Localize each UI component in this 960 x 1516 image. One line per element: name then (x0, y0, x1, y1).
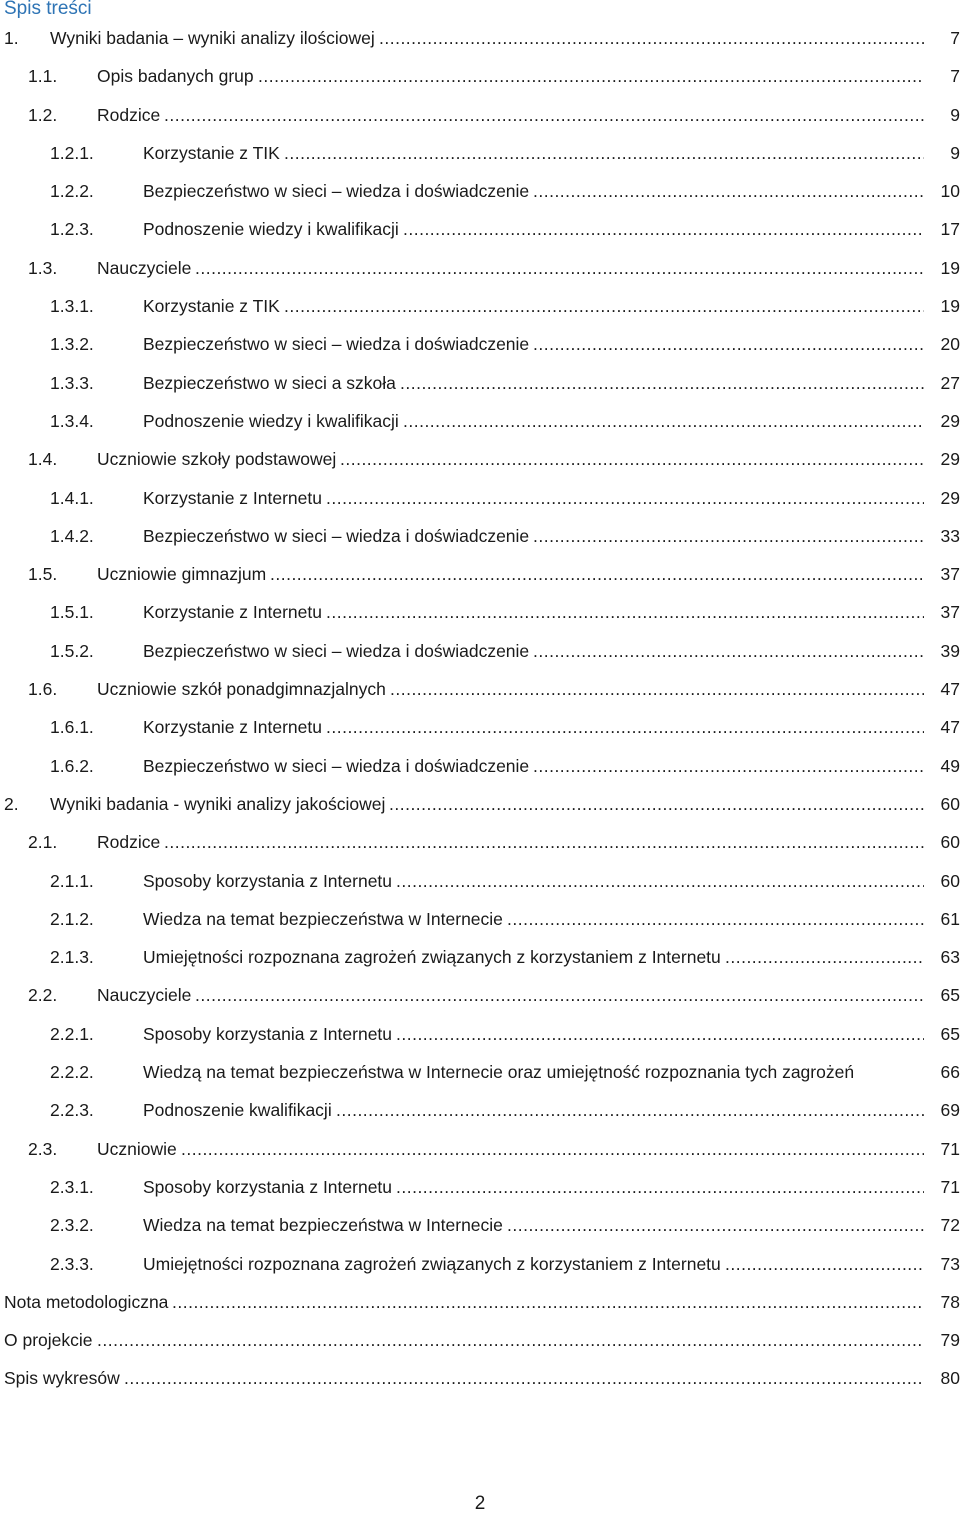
toc-entry-number: 1.4.2. (50, 525, 94, 546)
toc-entry[interactable] (0, 134, 960, 172)
toc-entry-page: 37 (926, 593, 960, 631)
toc-entry[interactable] (0, 900, 960, 938)
toc-entry-page: 9 (926, 96, 960, 134)
toc-entry[interactable] (0, 19, 960, 57)
toc-entry-number: 2.3.1. (50, 1176, 94, 1197)
toc-entry-title[interactable]: Wyniki badania – wyniki analizy ilościowej (50, 19, 377, 57)
toc-entry-number: 1.3.2. (50, 334, 94, 355)
toc-entry-page: 7 (926, 19, 960, 57)
toc-entry[interactable] (0, 938, 960, 976)
toc-entry-leader-dots (181, 1130, 924, 1168)
toc-entry-page: 7 (926, 57, 960, 95)
toc-entry-page: 37 (926, 555, 960, 593)
toc-entry-page: 19 (926, 287, 960, 325)
toc-entry-number: 1.3. (28, 257, 58, 278)
toc-entry-leader-dots (124, 1359, 924, 1397)
toc-entry-title[interactable]: Uczniowie gimnazjum (97, 555, 268, 593)
toc-entry[interactable] (0, 325, 960, 363)
toc-entry-leader-dots (258, 57, 924, 95)
toc-entry-leader-dots (403, 402, 924, 440)
toc-entry[interactable] (0, 172, 960, 210)
toc-entry-page: 29 (926, 402, 960, 440)
toc-entry-leader-dots (326, 593, 924, 631)
toc-entry[interactable] (0, 1053, 960, 1091)
toc-entry-number: 2.1.2. (50, 908, 94, 929)
toc-entry-number: 1.4. (28, 449, 58, 470)
toc-entry-number: 1.2. (28, 104, 58, 125)
toc-entry[interactable] (0, 593, 960, 631)
toc-entry-number: 1.3.4. (50, 410, 94, 431)
toc-entry-number: 2. (4, 793, 19, 814)
toc-entry-page: 80 (926, 1359, 960, 1397)
toc-entry[interactable] (0, 249, 960, 287)
toc-entry-title[interactable]: Korzystanie z Internetu (143, 708, 324, 746)
toc-entry-title[interactable]: O projekcie (4, 1321, 95, 1359)
toc-entry[interactable] (0, 517, 960, 555)
toc-entry[interactable] (0, 479, 960, 517)
toc-entry-page: 78 (926, 1283, 960, 1321)
toc-entry-page: 17 (926, 210, 960, 248)
toc-entry-page: 19 (926, 249, 960, 287)
toc-entry-title[interactable]: Korzystanie z TIK (143, 287, 282, 325)
toc-entry-leader-dots (725, 938, 924, 976)
toc-entry-page: 63 (926, 938, 960, 976)
toc-entry[interactable] (0, 823, 960, 861)
toc-entry-leader-dots (97, 1321, 924, 1359)
toc-entry-number: 2.2. (28, 985, 58, 1006)
toc-entry-title[interactable]: Uczniowie (97, 1130, 179, 1168)
toc-entry-leader-dots (533, 517, 924, 555)
toc-entry-number: 1.6.1. (50, 717, 94, 738)
toc-entry-leader-dots (284, 134, 924, 172)
toc-entry-title[interactable]: Wiedzą na temat bezpieczeństwa w Internecie oraz umiejętność rozpoznania tych zagrożeń (143, 1053, 856, 1091)
toc-entry-title[interactable]: Opis badanych grup (97, 57, 256, 95)
toc-entry[interactable] (0, 1130, 960, 1168)
toc-entry-number: 1.2.3. (50, 219, 94, 240)
toc-entry-page: 79 (926, 1321, 960, 1359)
toc-entry-number: 1.5.2. (50, 640, 94, 661)
toc-entry-title[interactable]: Rodzice (97, 823, 162, 861)
toc-entry-page: 20 (926, 325, 960, 363)
toc-entry-number: 1.5. (28, 564, 58, 585)
toc-entry-page: 29 (926, 440, 960, 478)
toc-entry[interactable] (0, 862, 960, 900)
toc-entry-leader-dots (284, 287, 924, 325)
toc-entry-title[interactable]: Nauczyciele (97, 249, 193, 287)
toc-entry-number: 1.4.1. (50, 487, 94, 508)
toc-entry-title[interactable]: Bezpieczeństwo w sieci – wiedza i doświadczenie (143, 517, 531, 555)
toc-entry-leader-dots (164, 96, 924, 134)
toc-entry-title[interactable]: Sposoby korzystania z Internetu (143, 862, 394, 900)
toc-entry-leader-dots (533, 325, 924, 363)
toc-entry[interactable] (0, 785, 960, 823)
toc-entry-page: 29 (926, 479, 960, 517)
toc-entry-leader-dots (533, 747, 924, 785)
toc-entry[interactable] (0, 402, 960, 440)
toc-entry[interactable] (0, 747, 960, 785)
toc-entry-leader-dots (403, 210, 924, 248)
toc-entry[interactable] (0, 670, 960, 708)
toc-entry-leader-dots (195, 976, 924, 1014)
toc-entry-title[interactable]: Bezpieczeństwo w sieci a szkoła (143, 364, 398, 402)
toc-entry-number: 1.1. (28, 66, 58, 87)
toc-entry-page: 47 (926, 708, 960, 746)
toc-entry-number: 2.2.3. (50, 1100, 94, 1121)
toc-entry-number: 1.6. (28, 679, 58, 700)
toc-entry-title[interactable]: Wiedza na temat bezpieczeństwa w Internecie (143, 1206, 505, 1244)
toc-entry-page: 60 (926, 862, 960, 900)
toc-entry-number: 1.6.2. (50, 755, 94, 776)
toc-entry-page: 66 (926, 1053, 960, 1091)
toc-entry-leader-dots (164, 823, 924, 861)
toc-entry-page: 61 (926, 900, 960, 938)
toc-entry[interactable] (0, 96, 960, 134)
toc-entry-page: 65 (926, 1015, 960, 1053)
toc-entry-number: 1.3.1. (50, 296, 94, 317)
toc-entry-number: 1.2.1. (50, 142, 94, 163)
toc-entry-page: 27 (926, 364, 960, 402)
toc-entry[interactable] (0, 1091, 960, 1129)
toc-entry[interactable] (0, 210, 960, 248)
toc-entry-title[interactable]: Korzystanie z Internetu (143, 479, 324, 517)
toc-entry-page: 60 (926, 823, 960, 861)
toc-entry[interactable] (0, 1245, 960, 1283)
toc-entry-leader-dots (326, 479, 924, 517)
toc-entry-leader-dots (336, 1091, 924, 1129)
toc-entry-page: 71 (926, 1168, 960, 1206)
toc-entry-title[interactable]: Uczniowie szkół ponadgimnazjalnych (97, 670, 388, 708)
toc-entry-number: 1. (4, 28, 19, 48)
toc-entry-leader-dots (390, 670, 924, 708)
toc-entry-page: 65 (926, 976, 960, 1014)
toc-entry-title[interactable]: Podnoszenie wiedzy i kwalifikacji (143, 402, 401, 440)
toc-entry-leader-dots (195, 249, 924, 287)
toc-entry-page: 71 (926, 1130, 960, 1168)
toc-entry-title[interactable]: Podnoszenie wiedzy i kwalifikacji (143, 210, 401, 248)
toc-entry-title[interactable]: Umiejętności rozpoznana zagrożeń związanych z korzystaniem z Internetu (143, 1245, 723, 1283)
toc-entry-number: 2.2.2. (50, 1062, 94, 1083)
toc-entry-page: 69 (926, 1091, 960, 1129)
toc-entry-leader-dots (507, 1206, 924, 1244)
toc-entry-leader-dots (396, 862, 924, 900)
toc-entry[interactable] (0, 976, 960, 1014)
toc-entry-title[interactable]: Korzystanie z TIK (143, 134, 282, 172)
page-number: 2 (474, 1493, 486, 1514)
toc-entry[interactable] (0, 708, 960, 746)
toc-entry-leader-dots (172, 1283, 924, 1321)
toc-entry-number: 1.2.2. (50, 181, 94, 202)
toc-entry-leader-dots (396, 1015, 924, 1053)
toc-entry-page: 9 (926, 134, 960, 172)
toc-entry-number: 2.2.1. (50, 1023, 94, 1044)
toc-entry[interactable] (0, 1321, 960, 1359)
toc-entry-title[interactable]: Korzystanie z Internetu (143, 593, 324, 631)
toc-entry-leader-dots (725, 1245, 924, 1283)
toc-entry-page: 49 (926, 747, 960, 785)
toc-entry-page: 10 (926, 172, 960, 210)
toc-entry-title[interactable]: Podnoszenie kwalifikacji (143, 1091, 334, 1129)
toc-entry-title[interactable]: Umiejętności rozpoznana zagrożeń związanych z korzystaniem z Internetu (143, 938, 723, 976)
toc-entry-number: 2.1. (28, 832, 58, 853)
toc-entry-number: 1.3.3. (50, 372, 94, 393)
toc-entry-title[interactable]: Spis wykresów (4, 1359, 122, 1397)
toc-entry-leader-dots (507, 900, 924, 938)
toc-entry-title[interactable]: Bezpieczeństwo w sieci – wiedza i doświadczenie (143, 172, 531, 210)
toc-entry[interactable] (0, 1283, 960, 1321)
toc-entry[interactable] (0, 1015, 960, 1053)
toc-entry[interactable] (0, 1359, 960, 1397)
toc-entry[interactable] (0, 632, 960, 670)
toc-entry-number: 2.1.1. (50, 870, 94, 891)
toc-entry-number: 1.5.1. (50, 602, 94, 623)
toc-entry-title[interactable]: Wyniki badania - wyniki analizy jakościowej (50, 785, 387, 823)
toc-entry-leader-dots (533, 632, 924, 670)
toc-entry-leader-dots (396, 1168, 924, 1206)
toc-entry-title[interactable]: Rodzice (97, 96, 162, 134)
toc-entry-number: 2.1.3. (50, 947, 94, 968)
toc-entry-number: 2.3. (28, 1138, 58, 1159)
toc-entry-page: 73 (926, 1245, 960, 1283)
toc-entry-title[interactable]: Nota metodologiczna (4, 1283, 170, 1321)
toc-entry-page: 33 (926, 517, 960, 555)
toc-entry-leader-dots (379, 19, 924, 57)
toc-entry-leader-dots (400, 364, 924, 402)
toc-entry[interactable] (0, 287, 960, 325)
toc-entry-page: 72 (926, 1206, 960, 1244)
toc-entry[interactable] (0, 440, 960, 478)
toc-entry-title[interactable]: Sposoby korzystania z Internetu (143, 1168, 394, 1206)
toc-entry-leader-dots (326, 708, 924, 746)
toc-entry-number: 2.3.3. (50, 1253, 94, 1274)
toc-entry-leader-dots (270, 555, 924, 593)
toc-entry[interactable] (0, 364, 960, 402)
toc-entry[interactable] (0, 1168, 960, 1206)
toc-entry-page: 39 (926, 632, 960, 670)
toc-entry[interactable] (0, 555, 960, 593)
toc-entry-title[interactable]: Wiedza na temat bezpieczeństwa w Internecie (143, 900, 505, 938)
toc-entry-number: 2.3.2. (50, 1215, 94, 1236)
toc-entry-title[interactable]: Sposoby korzystania z Internetu (143, 1015, 394, 1053)
toc-entry-title[interactable]: Uczniowie szkoły podstawowej (97, 440, 338, 478)
toc-entry-title[interactable]: Bezpieczeństwo w sieci – wiedza i doświadczenie (143, 325, 531, 363)
table-of-contents (0, 19, 960, 1398)
toc-entry-title[interactable]: Bezpieczeństwo w sieci – wiedza i doświadczenie (143, 632, 531, 670)
toc-entry-title[interactable]: Nauczyciele (97, 976, 193, 1014)
toc-entry[interactable] (0, 57, 960, 95)
toc-entry-page: 60 (926, 785, 960, 823)
toc-entry-leader-dots (389, 785, 924, 823)
toc-entry-page: 47 (926, 670, 960, 708)
toc-entry[interactable] (0, 1206, 960, 1244)
toc-entry-title[interactable]: Bezpieczeństwo w sieci – wiedza i doświadczenie (143, 747, 531, 785)
toc-entry-leader-dots (533, 172, 924, 210)
toc-entry-leader-dots (340, 440, 924, 478)
toc-heading: Spis treści (4, 0, 92, 19)
